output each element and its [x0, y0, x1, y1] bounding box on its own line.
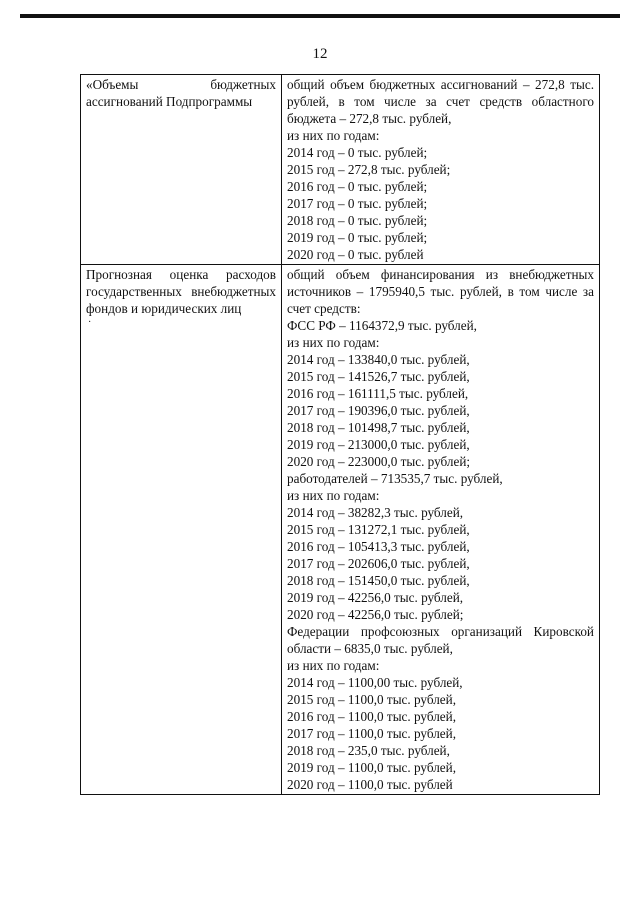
row-line: 2019 год – 42256,0 тыс. рублей, [287, 590, 464, 605]
row-line: 2020 год – 0 тыс. рублей [287, 247, 424, 262]
row-line: из них по годам: [287, 488, 380, 503]
row-line: 2014 год – 38282,3 тыс. рублей, [287, 505, 464, 520]
row-line: 2015 год – 1100,0 тыс. рублей, [287, 692, 457, 707]
row-intro: общий объем бюджетных ассигнований – 272,8 тыс. рублей, в том числе за счет средств областного бюджета – 272,8 тыс. рублей, [287, 77, 594, 126]
top-rule [20, 14, 620, 18]
stray-mark: · [88, 317, 92, 328]
row-line: 2014 год – 0 тыс. рублей; [287, 145, 428, 160]
row-line: ФСС РФ – 1164372,9 тыс. рублей, [287, 318, 477, 333]
row-line: 2015 год – 141526,7 тыс. рублей, [287, 369, 470, 384]
row-line: работодателей – 713535,7 тыс. рублей, [287, 471, 503, 486]
row-line: 2019 год – 0 тыс. рублей; [287, 230, 428, 245]
row-paragraph: Федерации профсоюзных организаций Кировской области – 6835,0 тыс. рублей, [287, 624, 594, 656]
row-line: 2019 год – 1100,0 тыс. рублей, [287, 760, 457, 775]
page-number: 12 [312, 46, 328, 62]
row-label-cell [81, 265, 282, 795]
row-line: 2016 год – 1100,0 тыс. рублей, [287, 709, 457, 724]
row-label-cell [81, 75, 282, 265]
row-line: 2016 год – 161111,5 тыс. рублей, [287, 386, 469, 401]
row-line: из них по годам: [287, 658, 380, 673]
row-label: «Объемы бюджетных ассигнований Подпрограммы [86, 77, 276, 109]
row-value-cell [282, 265, 600, 795]
row-intro: общий объем финансирования из внебюджетных источников – 1795940,5 тыс. рублей, в том числе за счет средств: [287, 267, 594, 316]
row-line: 2014 год – 1100,00 тыс. рублей, [287, 675, 463, 690]
row-line: 2020 год – 1100,0 тыс. рублей [287, 777, 453, 792]
row-line: 2018 год – 101498,7 тыс. рублей, [287, 420, 470, 435]
row-line: 2016 год – 105413,3 тыс. рублей, [287, 539, 470, 554]
row-line: 2017 год – 202606,0 тыс. рублей, [287, 556, 470, 571]
row-line: 2017 год – 190396,0 тыс. рублей, [287, 403, 470, 418]
row-label: Прогнозная оценка расходов государственных внебюджетных фондов и юридических лиц [86, 267, 276, 316]
program-table [80, 74, 600, 795]
row-line: 2018 год – 235,0 тыс. рублей, [287, 743, 450, 758]
row-line: 2020 год – 223000,0 тыс. рублей; [287, 454, 471, 469]
row-value-cell [282, 75, 600, 265]
row-line: 2017 год – 1100,0 тыс. рублей, [287, 726, 457, 741]
row-line: 2017 год – 0 тыс. рублей; [287, 196, 428, 211]
row-line: 2015 год – 131272,1 тыс. рублей, [287, 522, 470, 537]
row-line: 2015 год – 272,8 тыс. рублей; [287, 162, 451, 177]
table-row-budget [81, 75, 600, 265]
table-row-extrabudget [81, 265, 600, 795]
row-line: 2020 год – 42256,0 тыс. рублей; [287, 607, 464, 622]
row-line: 2019 год – 213000,0 тыс. рублей, [287, 437, 470, 452]
row-line: 2018 год – 151450,0 тыс. рублей, [287, 573, 470, 588]
row-line: из них по годам: [287, 335, 380, 350]
row-line: 2018 год – 0 тыс. рублей; [287, 213, 428, 228]
row-line: 2016 год – 0 тыс. рублей; [287, 179, 428, 194]
row-line: 2014 год – 133840,0 тыс. рублей, [287, 352, 470, 367]
row-line: из них по годам: [287, 128, 380, 143]
